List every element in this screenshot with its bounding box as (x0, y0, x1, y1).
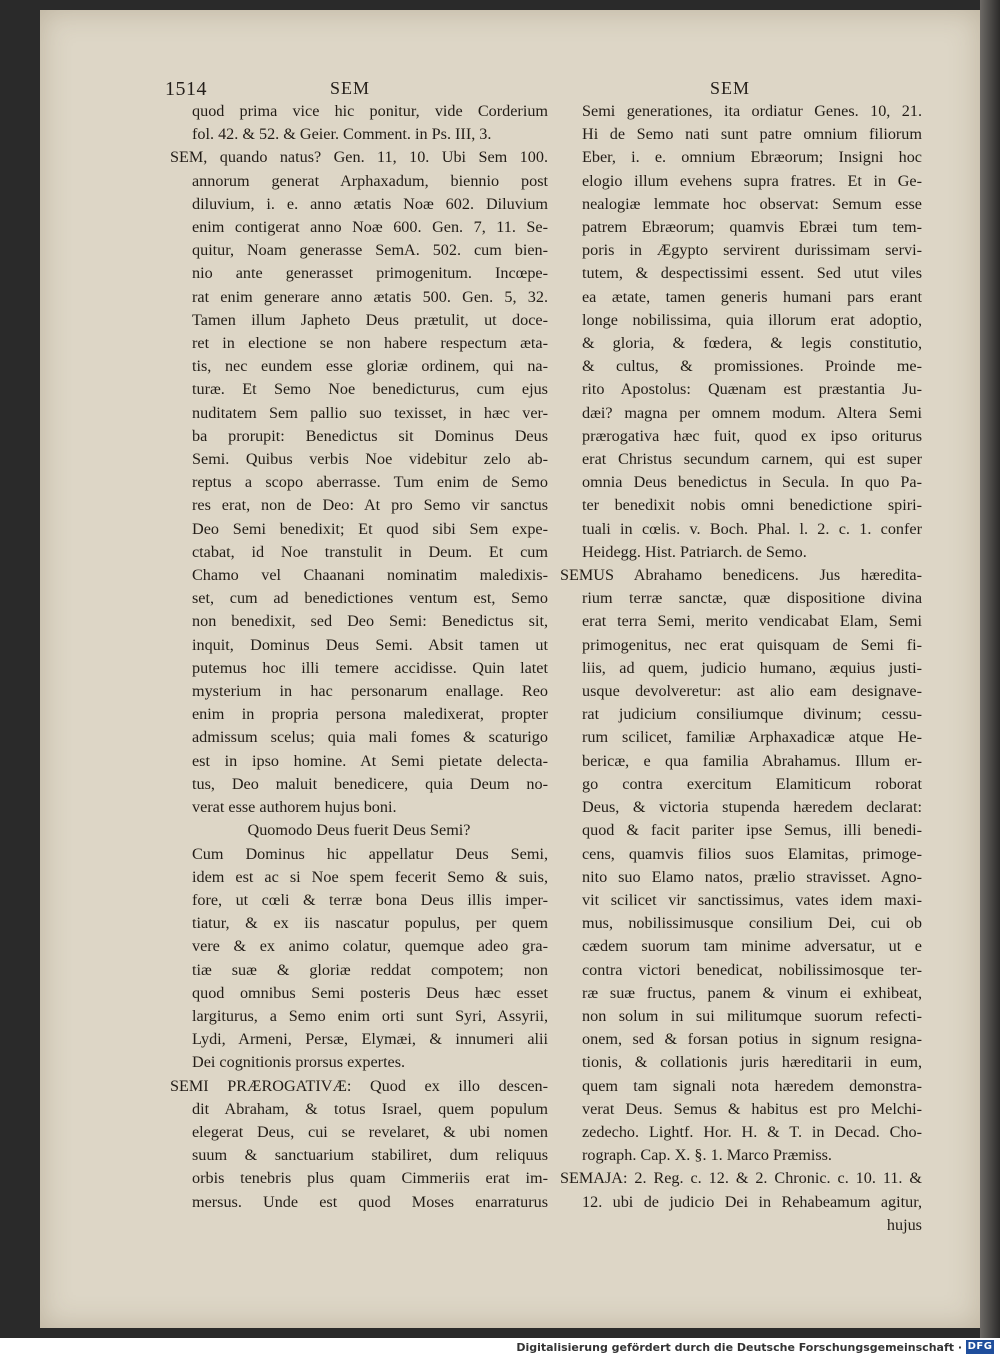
text-line: ctabat, id Noe transtulit in Deum. Et cum (192, 542, 548, 561)
text-line: non benedixit, sed Deo Semi: Benedictus sit, (192, 612, 548, 631)
text-line: orbis tenebris plus quam Cimmeriis erat im- (192, 1169, 548, 1188)
text-line: erat terra Semi, merito vendicabat Elam, Semi (582, 612, 922, 631)
text-line: enim contigerat anno Noæ 600. Gen. 7, 11. Se- (192, 218, 548, 237)
text-line: largiturus, a Semo enim orti sunt Syri, Assyrii, (192, 1006, 548, 1025)
text-line: & gloria, & fœdera, & legis constitutio, (582, 334, 922, 353)
text-line: non solum in sui militumque suorum refecti- (582, 1006, 922, 1025)
text-line: cens, quamvis filios suos Elamitas, primoge- (582, 844, 922, 863)
text-line: quod & facit pariter ipse Semus, illi benedi- (582, 821, 922, 840)
text-line: bericæ, e qua familia Abrahamus. Illum er- (582, 751, 922, 770)
text-line: erat Christus secundum carnem, qui est super (582, 450, 922, 469)
text-line: reptus a scopo aberrasse. Tum enim de Semo (192, 473, 548, 492)
text-line: idem est ac si Noe spem fecerit Semo & suis, (192, 867, 548, 886)
text-line: poris in Ægypto servirent durissimam servi- (582, 241, 922, 260)
text-line: nio ante generasset primogenitum. Incœpe- (192, 264, 548, 283)
text-line: rograph. Cap. X. §. 1. Marco Præmiss. (582, 1146, 832, 1165)
text-line: mersus. Unde est quod Moses enarraturus (192, 1192, 548, 1211)
text-line: contra victori benedicat, nobilissimosque ter- (582, 960, 922, 979)
text-line: tuali in cœlis. v. Boch. Phal. l. 2. c. 1. confer (582, 519, 922, 538)
text-line: Semi. Quibus verbis Noe videbitur zelo ab- (192, 450, 548, 469)
text-line: SEMAJA: 2. Reg. c. 12. & 2. Chronic. c. 10. 11. & (560, 1169, 922, 1188)
text-line: Quomodo Deus fuerit Deus Semi? (247, 821, 471, 840)
text-line: diluvium, i. e. anno ætatis Noæ 602. Diluvium (192, 194, 548, 213)
text-line: quem tam signali nota hæredem demonstra- (582, 1076, 922, 1095)
text-line: nealogiæ lemmate hoc observat: Semum esse (582, 194, 922, 213)
text-line: quitur, Noam generasse SemA. 502. cum bien- (192, 241, 548, 260)
text-line: tutem, & despectissimi essent. Sed utut viles (582, 264, 922, 283)
text-line: zedecho. Lightf. Hor. H. & T. in Decad. Cho- (582, 1122, 922, 1141)
text-line: rat enim generare anno ætatis 500. Gen. 5, 32. (192, 287, 548, 306)
text-line: rat judicium consiliumque divinum; cessu- (582, 705, 922, 724)
text-line: ræ suæ fructus, panem & vinum ei exhibeat, (582, 983, 922, 1002)
text-line: res erat, non de Deo: At pro Semo vir sanctus (192, 496, 548, 515)
text-line: est in ipso homine. At Semi pietate delecta- (192, 751, 548, 770)
text-line: go contra exercitum Elamiticum roborat (582, 774, 922, 793)
text-line: turæ. Et Semo Noe benedicturus, cum ejus (192, 380, 548, 399)
dfg-logo: DFG (967, 1341, 993, 1352)
text-line: Deo Semi benedixit; Et quod sibi Sem expe- (192, 519, 548, 538)
text-line: annorum generat Arphaxadum, biennio post (192, 171, 548, 190)
text-line: Tamen illum Japheto Deus prætulit, ut doce- (192, 310, 548, 329)
text-line: admissum scelus; quia mali fomes & scaturigo (192, 728, 548, 747)
text-line: elegerat Deus, cui se revelaret, & ubi nomen (192, 1122, 548, 1141)
text-line: fol. 42. & 52. & Geier. Comment. in Ps. III, 3. (192, 125, 492, 144)
text-line: inquit, Dominus Deus Semi. Absit tamen ut (192, 635, 548, 654)
text-line: tis, nec eundem esse gloriæ ordinem, qui na- (192, 357, 548, 376)
text-line: tionis, & collationis juris hæreditarii in eum, (582, 1053, 922, 1072)
text-line: verat Deus. Semus & habitus est pro Melchi- (582, 1099, 922, 1118)
text-line: SEM, quando natus? Gen. 11, 10. Ubi Sem 100. (170, 148, 548, 167)
text-line: omnia Deus benedictus in Secula. In quo Pa- (582, 473, 922, 492)
text-line: putemus hoc illi temere accidisse. Quin latet (192, 658, 548, 677)
text-line: set, cum ad benedictiones ventum est, Semo (192, 589, 548, 608)
text-line: patrem Ebræorum; quamvis Ebræi tum tem- (582, 218, 922, 237)
text-line: enim in propria persona maledixerat, propter (192, 705, 548, 724)
text-line: dæi? magna per omnem modum. Altera Semi (582, 403, 922, 422)
footer-credit: Digitalisierung gefördert durch die Deutsche Forschungsgemeinschaft · (516, 1341, 962, 1354)
text-column-left (170, 100, 548, 1214)
text-line: tus, Deo maluit benedicere, quia Deum no- (192, 774, 548, 793)
text-line: prærogativa hæc fuit, quod ex ipso oriturus (582, 426, 922, 445)
text-line: nuditatem Sem pallio suo texisset, in hæc ver- (192, 403, 548, 422)
text-line: nito suo Elamo natos, prælio stravisset. Agno- (582, 867, 922, 886)
text-line: Heidegg. Hist. Patriarch. de Semo. (582, 542, 807, 561)
text-line: longe nobilissima, quia illorum erat adoptio, (582, 310, 922, 329)
text-line: Eber, i. e. omnium Ebræorum; Insigni hoc (582, 148, 922, 167)
text-line: rium terræ sanctæ, quæ dispositione divina (582, 589, 922, 608)
text-line: primogenitus, nec erat quisquam de Semi fi- (582, 635, 922, 654)
text-line: quod prima vice hic ponitur, vide Corderium (192, 102, 548, 120)
text-line: ea ætate, tamen generis humani pars erant (582, 287, 922, 306)
text-line: mus, nobilissimusque consilium Dei, cui ob (582, 914, 922, 933)
text-line: Lydi, Armeni, Persæ, Elymæi, & innumeri alii (192, 1030, 548, 1049)
text-line: rito Apostolus: Quænam est præstantia Ju- (582, 380, 922, 399)
text-line: tiatur, & ex iis nascatur populus, per quem (192, 914, 548, 933)
text-line: dit Abraham, & totus Israel, quem populum (192, 1099, 548, 1118)
text-line: Deus, & victoria stupenda hæredem declarat: (582, 798, 922, 817)
text-line: quod omnibus Semi posteris Deus hæc esset (192, 983, 548, 1002)
text-line: Semi generationes, ita ordiatur Genes. 10, 21. (582, 102, 922, 120)
running-head-left: SEM (330, 78, 371, 98)
text-column-right (560, 100, 922, 1237)
text-line: Chamo vel Chaanani nominatim maledixis- (192, 566, 548, 585)
page-edge-shadow (980, 0, 1000, 1338)
text-line: elogio illum evehens supra fratres. Et in Ge- (582, 171, 922, 190)
text-line: liis, ad quem, judicio humano, æquius justi- (582, 658, 922, 677)
text-line: SEMUS Abrahamo benedicens. Jus hæredita- (560, 566, 922, 585)
text-line: mysterium in hac personarum enallage. Reo (192, 682, 548, 701)
text-line: verat esse authorem hujus boni. (192, 798, 397, 817)
text-line: 12. ubi de judicio Dei in Rehabeamum agitur, (582, 1192, 922, 1211)
text-line: ba prorupit: Benedictus sit Dominus Deus (192, 426, 548, 445)
text-line: rum scilicet, familiæ Arphaxadicæ atque He- (582, 728, 922, 747)
text-line: ret in electione se non habere respectum æta- (192, 334, 548, 353)
text-line: tiæ suæ & gloriæ reddat compotem; non (192, 960, 548, 979)
text-line: Cum Dominus hic appellatur Deus Semi, (192, 844, 548, 863)
text-line: & cultus, & promissiones. Proinde me- (582, 357, 922, 376)
text-line: fore, ut cœli & terræ bona Deus illis imper- (192, 890, 548, 909)
text-line: usque devolveretur: ast alio eam designave- (582, 682, 922, 701)
text-line: vit scilicet vir sanctissimus, vates idem maxi- (582, 890, 922, 909)
text-line: hujus (886, 1215, 922, 1234)
running-head-right: SEM (710, 78, 751, 98)
text-line: Dei cognitionis prorsus expertes. (192, 1053, 406, 1072)
text-line: suum & sanctuarium stabiliret, dum reliquus (192, 1146, 548, 1165)
text-line: ter benedixit nobis omni benedictione spiri- (582, 496, 922, 515)
text-line: cædem suorum tam minime adversatur, ut e (582, 937, 922, 956)
text-line: onem, sed & forsan potius in signum resigna- (582, 1030, 922, 1049)
page-number: 1514 (165, 78, 207, 100)
text-line: vere & ex animo colatur, quemque adeo gra- (192, 937, 548, 956)
text-line: SEMI PRÆROGATIVÆ: Quod ex illo descen- (170, 1076, 548, 1095)
text-line: Hi de Semo nati sunt patre omnium filiorum (582, 125, 922, 144)
